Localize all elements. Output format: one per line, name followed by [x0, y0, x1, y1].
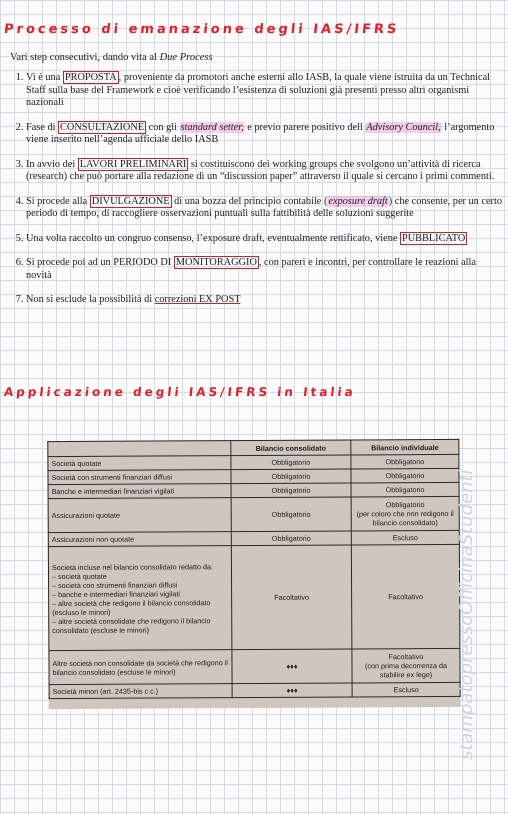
- table-cell: Società incluse nel bilancio consolidato redatto da: – società quotate – società con strumenti finanziari diffusi – banche e intermediari finanziari vigilati – altre società che redigono il bilancio consolidato (escluso le minori) – altre società consolidate che redigono il bilancio consolidato (escluse le minori): [48, 546, 232, 651]
- keyword-divulgazione: DIVULGAZIONE: [91, 195, 170, 207]
- step-text: Si procede poi ad un PERIODO DI: [26, 257, 174, 268]
- steps-list: [6, 72, 502, 319]
- step-6: [26, 257, 502, 282]
- table-cell: Obbligatorio: [231, 455, 351, 470]
- table-header: [48, 441, 231, 457]
- table-cell: Società quotate: [48, 456, 231, 471]
- table-cell: Società minori (art. 2435-bis c.c.): [49, 684, 232, 699]
- table-cell: Facoltativo: [231, 545, 352, 650]
- table-cell: Escluso: [352, 682, 460, 697]
- table-row: [48, 496, 459, 532]
- step-text: e previo parere positivo dell: [244, 121, 366, 133]
- keyword-correzioni: correzioni EX POST: [154, 294, 241, 305]
- step-text: si costituiscono dei working groups che svolgono un’attività di ricerca (research) che può portare alla redazione di un “discussion paper” attraverso il quale si cercano i primi commenti.: [26, 158, 495, 182]
- step-text: con gli: [146, 121, 180, 133]
- step-text: ) che consente, per un certo periodo di tempo, di raccogliere osservazioni puntuali sulla fattibilità delle soluzioni suggerite: [26, 195, 502, 219]
- step-text: Si procede alla: [26, 195, 90, 207]
- step-text: Vi è una: [26, 72, 63, 83]
- step-text: l’argomento viene inserito nell’agenda ufficiale dello IASB: [26, 121, 495, 145]
- step-4: [26, 196, 502, 221]
- step-5: [26, 233, 502, 246]
- intro-before: Vari step consecutivi, dando vita al: [10, 52, 160, 63]
- em-advisory-council: Advisory Council,: [366, 121, 441, 133]
- table-cell: Obbligatorio: [351, 468, 459, 483]
- keyword-monitoraggio: MONITORAGGIO: [175, 257, 257, 268]
- table-cell: Escluso: [351, 530, 459, 545]
- table-cell: Assicurazioni non quotate: [48, 532, 231, 547]
- keyword-lavori-preliminari: LAVORI PRELIMINARI: [79, 158, 187, 170]
- table-row: [48, 544, 460, 650]
- table-cell: Banche e intermediari finanziari vigilati: [48, 484, 231, 499]
- table-cell: Facoltativo (con prima decorrenza da stabilire ex lege): [352, 648, 460, 683]
- keyword-proposta: PROPOSTA: [64, 72, 117, 83]
- watermark: stampatopressoOfficinaStudenti: [456, 469, 477, 760]
- table-cell: Facoltativo: [351, 544, 460, 649]
- step-2: [26, 122, 502, 147]
- step-text: In avvio dei: [26, 158, 78, 170]
- table-cell: Obbligatorio: [231, 469, 351, 484]
- table-row: [49, 682, 460, 698]
- step-1: [26, 72, 502, 110]
- keyword-pubblicato: PUBBLICATO: [401, 232, 466, 244]
- table-cell: Obbligatorio: [231, 497, 351, 532]
- section-title: Applicazione degli IAS/IFRS in Italia: [3, 385, 357, 399]
- table-cell: Obbligatorio: [231, 531, 351, 546]
- table-cell: Obbligatorio: [351, 454, 459, 469]
- step-text: Non si esclude la possibilità di: [26, 294, 155, 305]
- table-cell: Obbligatorio: [231, 483, 351, 498]
- table-header: Bilancio consolidato: [231, 440, 351, 456]
- table-cell: Altre società non consolidate da società che redigono il bilancio consolidato (escluse le minori): [49, 650, 232, 685]
- ias-application-table-photo: [47, 439, 460, 709]
- table-cell: Assicurazioni quotate: [48, 498, 231, 533]
- step-text: , con pareri e incontri, per controllare le reazioni alla novità: [26, 257, 476, 281]
- em-standard-setter: standard setter,: [180, 121, 244, 133]
- em-exposure-draft: exposure draft: [328, 195, 388, 207]
- step-3: [26, 159, 502, 184]
- table-header: Bilancio individuale: [351, 439, 459, 455]
- step-text: di una bozza del principio contabile (: [171, 195, 328, 207]
- table-cell: ♦♦♦: [232, 649, 352, 684]
- table-cell: Obbligatorio (per coloro che non redigono il bilancio consolidato): [351, 496, 459, 531]
- table-cell: ♦♦♦: [232, 683, 352, 698]
- step-7: [26, 294, 502, 307]
- page-title: Processo di emanazione degli IAS/IFRS: [3, 22, 401, 37]
- intro-text: [10, 52, 213, 63]
- intro-em: Due Process: [159, 52, 213, 63]
- step-text: Fase di: [26, 121, 59, 133]
- step-text: Una volta raccolto un congruo consenso, l’exposure draft, eventualmente rettificato, viene: [26, 232, 400, 244]
- table-cell: Società con strumenti finanziari diffusi: [48, 470, 231, 485]
- table-cell: Obbligatorio: [351, 482, 459, 497]
- table-row: [49, 648, 460, 684]
- step-text: , proveniente da promotori anche esterni allo IASB, la quale viene istruita da un Technical Staff sulla base del Framework e cioè verificando l’esistenza di soluzioni già presenti presso altri organismi nazionali: [26, 72, 491, 108]
- ias-application-table: [47, 439, 460, 699]
- keyword-consultazione: CONSULTAZIONE: [60, 121, 145, 133]
